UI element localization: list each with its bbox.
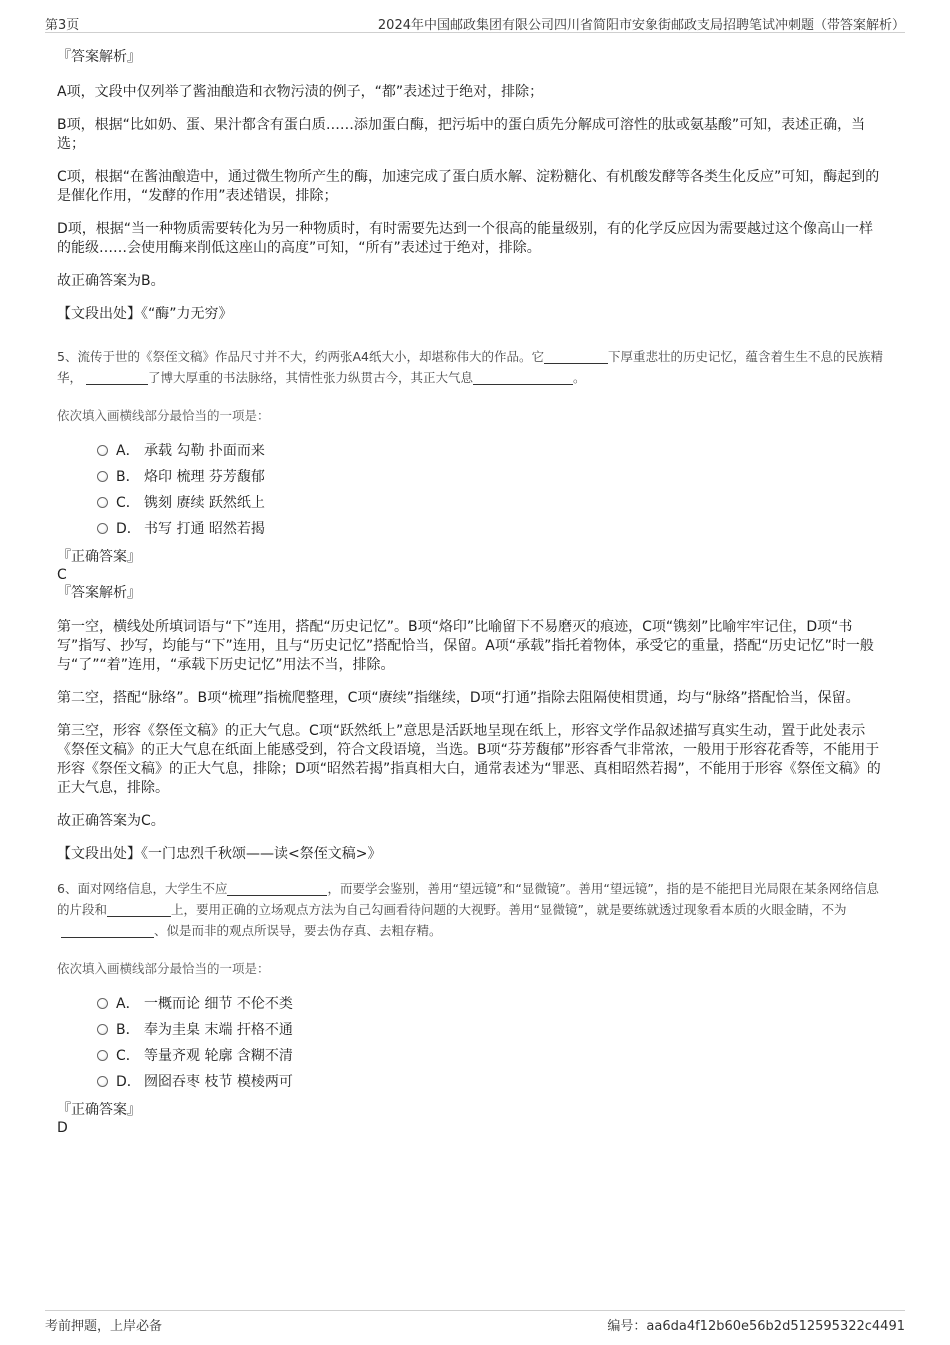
source: 【文段出处】《“酶”力无穷》 xyxy=(57,306,233,322)
radio-icon[interactable] xyxy=(97,523,108,534)
document-title: 2024年中国邮政集团有限公司四川省简阳市安象街邮政支局招聘笔试冲刺题（带答案解析） xyxy=(377,18,905,33)
radio-icon[interactable] xyxy=(97,1076,108,1087)
page-number: 第3页 xyxy=(45,18,80,33)
question-6 xyxy=(57,878,886,1137)
blank-1 xyxy=(544,349,608,364)
answer-label: 『正确答案』 xyxy=(57,549,141,565)
blank-3 xyxy=(473,370,573,385)
radio-icon[interactable] xyxy=(97,497,108,508)
analysis-label: 『答案解析』 xyxy=(57,49,141,65)
option-d[interactable]: D． 囫囵吞枣 枝节 模棱两可 xyxy=(97,1069,886,1095)
blank-3 xyxy=(61,923,154,938)
page-header xyxy=(45,12,905,33)
conclusion: 故正确答案为B。 xyxy=(57,273,165,289)
option-c[interactable]: C． 等量齐观 轮廓 含糊不清 xyxy=(97,1043,886,1069)
source: 【文段出处】《一门忠烈千秋颂——读<祭侄文稿>》 xyxy=(57,846,382,862)
analysis-option-c: C项，根据“在酱油酿造中，通过微生物所产生的酶，加速完成了蛋白质水解、淀粉糖化、有机酸发酵等各类生化反应”可知，酶起到的是催化作用，“发酵的作用”表述错误，排除； xyxy=(57,169,880,204)
question-prompt: 依次填入画横线部分最恰当的一项是： xyxy=(57,961,270,976)
radio-icon[interactable] xyxy=(97,998,108,1009)
radio-icon[interactable] xyxy=(97,1050,108,1061)
answer-label: 『正确答案』 xyxy=(57,1102,141,1118)
option-b[interactable]: B． 烙印 梳理 芬芳馥郁 xyxy=(97,464,886,490)
option-list xyxy=(97,438,886,542)
document-id: 编号：aa6da4f12b60e56b2d512595322c4491 xyxy=(607,1319,905,1334)
analysis-option-b: B项，根据“比如奶、蛋、果汁都含有蛋白质……添加蛋白酶，把污垢中的蛋白质先分解成可溶性的肽或氨基酸”可知，表述正确，当选； xyxy=(57,117,866,152)
document-content xyxy=(57,40,886,1137)
question-5 xyxy=(57,346,886,864)
blank-2 xyxy=(86,370,148,385)
q4-analysis-section xyxy=(57,48,886,324)
analysis-option-a: A项，文段中仅列举了酱油酿造和衣物污渍的例子，“都”表述过于绝对，排除； xyxy=(57,84,544,100)
analysis-blank-3: 第三空，形容《祭侄文稿》的正大气息。C项“跃然纸上”意思是活跃地呈现在纸上，形容文学作品叙述描写真实生动，置于此处表示《祭侄文稿》的正大气息在纸面上能感受到，符合文段语境，当选。B项“芬芳馥郁”形容香气非常浓，一般用于形容花香等，不能用于形容《祭侄文稿》的正大气息，排除；D项“昭然若揭”指真相大白，通常表述为“罪恶、真相昭然若揭”，不能用于形容《祭侄文稿》的正大气息，排除。 xyxy=(57,723,881,796)
page-footer xyxy=(45,1310,905,1335)
radio-icon[interactable] xyxy=(97,445,108,456)
option-c[interactable]: C． 镌刻 赓续 跃然纸上 xyxy=(97,490,886,516)
analysis-label: 『答案解析』 xyxy=(57,585,141,601)
footer-slogan: 考前押题，上岸必备 xyxy=(45,1319,163,1334)
question-text: 6、面对网络信息，大学生不应 ，而要学会鉴别，善用“望远镜”和“显微镜”。善用“望远镜”，指的是不能把目光局限在某条网络信息的片段和 上，要用正确的立场观点方法为自己勾画看待问题的大视野。善用“显微镜”，就是要练就透过现象看本质的火眼金睛，不为、似是而非的观点所误导，要去伪存真、去粗存精。 xyxy=(57,881,879,938)
question-prompt: 依次填入画横线部分最恰当的一项是： xyxy=(57,408,270,423)
analysis-blank-2: 第二空，搭配“脉络”。B项“梳理”指梳爬整理，C项“赓续”指继续，D项“打通”指除去阻隔使相贯通，均与“脉络”搭配恰当，保留。 xyxy=(57,690,860,706)
blank-2 xyxy=(107,902,171,917)
analysis-blank-1: 第一空，横线处所填词语与“下”连用，搭配“历史记忆”。B项“烙印”比喻留下不易磨灭的痕迹，C项“镌刻”比喻牢牢记住，D项“书写”指写、抄写，均能与“下”连用，且与“历史记忆”搭配恰当，保留。A项“承载”指托着物体，承受它的重量，搭配“历史记忆”时一般与“了”“着”连用，“承载下历史记忆”用法不当，排除。 xyxy=(57,619,874,673)
conclusion: 故正确答案为C。 xyxy=(57,813,165,829)
radio-icon[interactable] xyxy=(97,1024,108,1035)
question-text: 5、流传于世的《祭侄文稿》作品尺寸并不大，约两张A4纸大小，却堪称伟大的作品。它 下厚重悲壮的历史记忆，蕴含着生生不息的民族精华， 了博大厚重的书法脉络，其情性张力纵贯古今，其正大气息 。 xyxy=(57,349,883,385)
radio-icon[interactable] xyxy=(97,471,108,482)
option-a[interactable]: A． 一概而论 细节 不伦不类 xyxy=(97,991,886,1017)
option-b[interactable]: B． 奉为圭臬 末端 扞格不通 xyxy=(97,1017,886,1043)
option-a[interactable]: A． 承载 勾勒 扑面而来 xyxy=(97,438,886,464)
answer-value: D xyxy=(57,1120,68,1136)
option-d[interactable]: D． 书写 打通 昭然若揭 xyxy=(97,516,886,542)
answer-value: C xyxy=(57,567,67,583)
option-list xyxy=(97,991,886,1095)
blank-1 xyxy=(227,881,327,896)
analysis-option-d: D项，根据“当一种物质需要转化为另一种物质时，有时需要先达到一个很高的能量级别，有的化学反应因为需要越过这个像高山一样的能级……会使用酶来削低这座山的高度”可知，“所有”表述过于绝对，排除。 xyxy=(57,221,874,256)
